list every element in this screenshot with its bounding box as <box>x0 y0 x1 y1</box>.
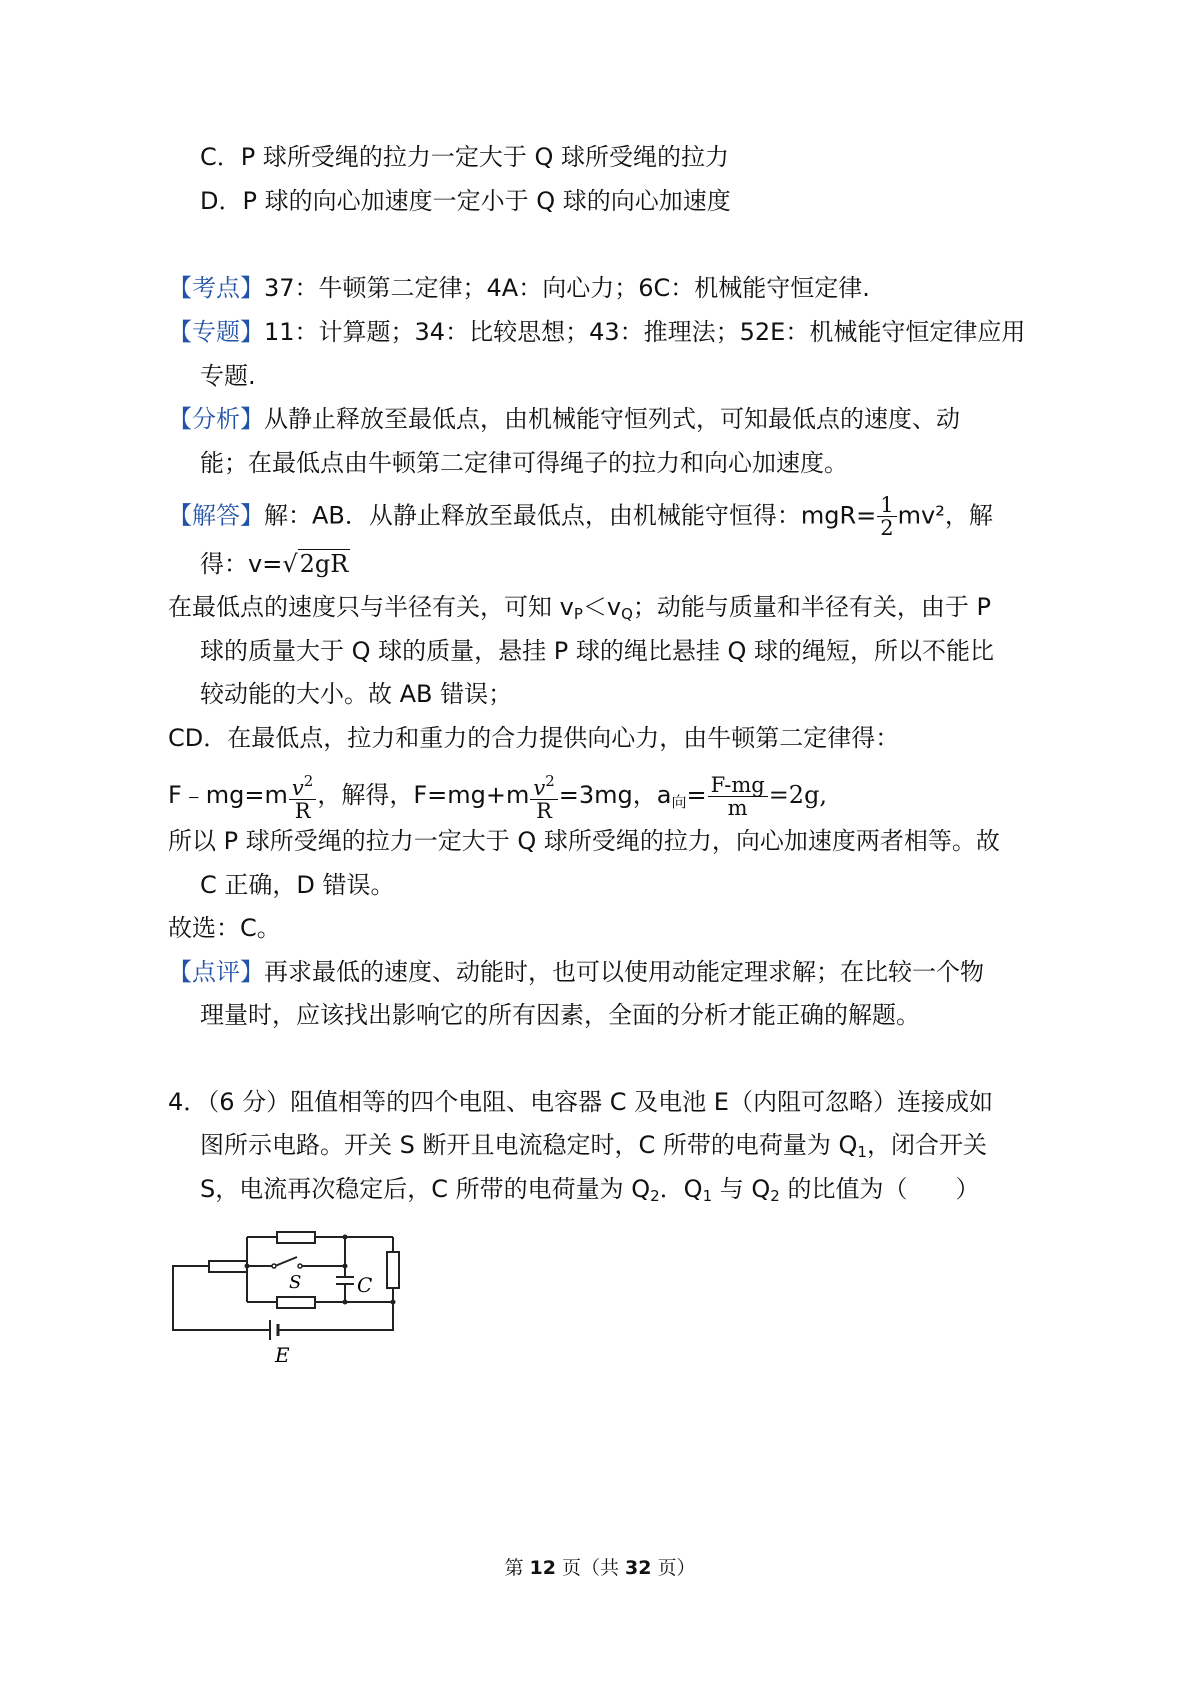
kaodian-line <box>168 273 870 303</box>
eq-part4: =2g, <box>768 781 828 809</box>
half-num: 1 <box>877 494 896 517</box>
lt-vq: ＜v <box>582 593 622 621</box>
node-bottom-right <box>391 1300 396 1305</box>
eq-part1: F﹣mg=m <box>168 781 288 809</box>
q4-line3-pre: S，电流再次稳定后，C 所带的电荷量为 Q <box>200 1175 651 1203</box>
dianping-text-cont: 理量时，应该找出影响它的所有因素，全面的分析才能正确的解题。 <box>200 1001 920 1029</box>
circuit-diagram <box>165 1220 415 1380</box>
zhuanti-text-cont: 专题. <box>200 362 256 390</box>
fenxi-text: 从静止释放至最低点，由机械能守恒列式，可知最低点的速度、动 <box>264 405 960 433</box>
frac-den: R <box>294 799 311 823</box>
q4-line3 <box>200 1174 979 1211</box>
jieda-tag: 【解答】 <box>168 501 264 530</box>
half-den: 2 <box>880 516 894 540</box>
sqrt-radicand: 2gR <box>299 550 349 578</box>
jieda-line4: 球的质量大于 Q 球的质量，悬挂 P 球的绳比悬挂 Q 球的绳短，所以不能比 <box>200 637 995 665</box>
v-symbol: v <box>291 776 304 800</box>
dianping-text: 再求最低的速度、动能时，也可以使用动能定理求解；在比较一个物 <box>264 958 984 986</box>
eq-part2: ，解得，F=mg+m <box>317 781 530 809</box>
label-e: E <box>275 1343 290 1367</box>
node-top-cap <box>343 1235 348 1240</box>
v2-over-r-fraction-2 <box>530 770 557 822</box>
jieda-line9: C 正确，D 错误。 <box>200 871 395 899</box>
footer-total-pages: 32 <box>625 1557 652 1579</box>
switch-contact-left <box>272 1264 276 1268</box>
fmg-over-m-fraction <box>708 774 768 819</box>
jieda-line3 <box>168 592 991 629</box>
equation-line <box>168 770 827 824</box>
footer-post: 页） <box>651 1557 696 1579</box>
dianping-line <box>168 957 984 987</box>
jieda-line <box>168 494 993 539</box>
jieda-line8: 所以 P 球所受绳的拉力一定大于 Q 球所受绳的拉力，向心加速度两者相等。故 <box>168 827 1000 855</box>
q4-line2 <box>200 1130 987 1167</box>
switch-blade <box>275 1257 297 1266</box>
dianping-tag: 【点评】 <box>168 958 264 986</box>
q4-sub1: 1 <box>857 1143 867 1161</box>
sub-xiang: 向 <box>671 793 687 811</box>
zhuanti-text: 11：计算题；34：比较思想；43：推理法；52E：机械能守恒定律应用 <box>264 318 1026 346</box>
jieda-line10: 故选：C。 <box>168 914 281 942</box>
sq-exp-2: 2 <box>545 772 555 790</box>
footer-mid: 页（共 <box>555 1557 626 1579</box>
kaodian-text: 37：牛顿第二定律；4A：向心力；6C：机械能守恒定律. <box>264 274 870 302</box>
switch-contact-right <box>298 1264 302 1268</box>
q4-sub4: 2 <box>770 1187 780 1205</box>
jieda-line1-pre: 解：AB．从静止释放至最低点，由机械能守恒得：mgR= <box>264 501 877 530</box>
resistor-top <box>277 1232 315 1243</box>
q4-line3-mid: ．Q <box>659 1175 703 1203</box>
fmg-den: m <box>727 795 748 820</box>
line3-pre: 在最低点的速度只与半径有关，可知 v <box>168 593 574 621</box>
jieda-line2-pre: 得：v= <box>200 550 283 578</box>
frac-num-2 <box>530 770 557 800</box>
jieda-line5: 较动能的大小。故 AB 错误； <box>200 680 513 708</box>
resistor-right <box>387 1252 399 1288</box>
jieda-line6: CD．在最低点，拉力和重力的合力提供向心力，由牛顿第二定律得： <box>168 724 900 752</box>
v-symbol-2: v <box>533 776 546 800</box>
eq-eq: = <box>686 781 707 809</box>
v2-over-r-fraction <box>289 770 316 822</box>
jieda-line2 <box>200 549 350 579</box>
wire-left-top <box>173 1266 270 1330</box>
footer-pre: 第 <box>504 1557 530 1579</box>
q4-sub2: 2 <box>650 1187 660 1205</box>
kaodian-tag: 【考点】 <box>168 274 264 302</box>
node-bottom-cap <box>343 1300 348 1305</box>
node-a-top <box>245 1264 250 1269</box>
sub-q: Q <box>621 605 633 623</box>
jieda-line1-post: mv²，解 <box>897 501 993 530</box>
sub-p: P <box>573 605 583 623</box>
page-footer <box>0 1553 1200 1580</box>
sq-exp: 2 <box>303 772 314 790</box>
sqrt-expression: √2gR <box>282 550 349 578</box>
fenxi-tag: 【分析】 <box>168 405 264 433</box>
label-c: C <box>357 1273 373 1297</box>
q4-line2-pre: 图所示电路。开关 S 断开且电流稳定时，C 所带的电荷量为 Q <box>200 1131 858 1159</box>
q4-sub3: 1 <box>702 1187 713 1205</box>
resistor-bottom <box>277 1297 315 1308</box>
zhuanti-line <box>168 317 1025 347</box>
footer-page-number: 12 <box>529 1557 556 1579</box>
q4-line3-mid2: 与 Q <box>712 1175 771 1203</box>
frac-den-2: R <box>536 799 552 823</box>
q4-line1: 4．（6 分）阻值相等的四个电阻、电容器 C 及电池 E（内阻可忽略）连接成如 <box>168 1088 993 1116</box>
fenxi-text-cont: 能；在最低点由牛顿第二定律可得绳子的拉力和向心加速度。 <box>200 449 848 477</box>
half-fraction <box>877 494 896 539</box>
resistor-left <box>209 1261 247 1272</box>
node-switch-cap <box>343 1264 348 1269</box>
fenxi-line <box>168 404 960 434</box>
fmg-num: F-mg <box>708 774 768 797</box>
label-s: S <box>289 1272 302 1293</box>
wire-bottom-right <box>286 1302 393 1330</box>
option-d: D．P 球的向心加速度一定小于 Q 球的向心加速度 <box>200 187 731 215</box>
line3-post: ；动能与质量和半径有关，由于 P <box>632 593 992 621</box>
q4-line3-post: 的比值为（ ） <box>779 1175 980 1203</box>
eq-part3: =3mg，a <box>558 781 672 809</box>
frac-num <box>289 770 316 800</box>
option-c: C．P 球所受绳的拉力一定大于 Q 球所受绳的拉力 <box>200 143 730 171</box>
zhuanti-tag: 【专题】 <box>168 318 264 346</box>
q4-line2-post: ，闭合开关 <box>866 1131 987 1159</box>
